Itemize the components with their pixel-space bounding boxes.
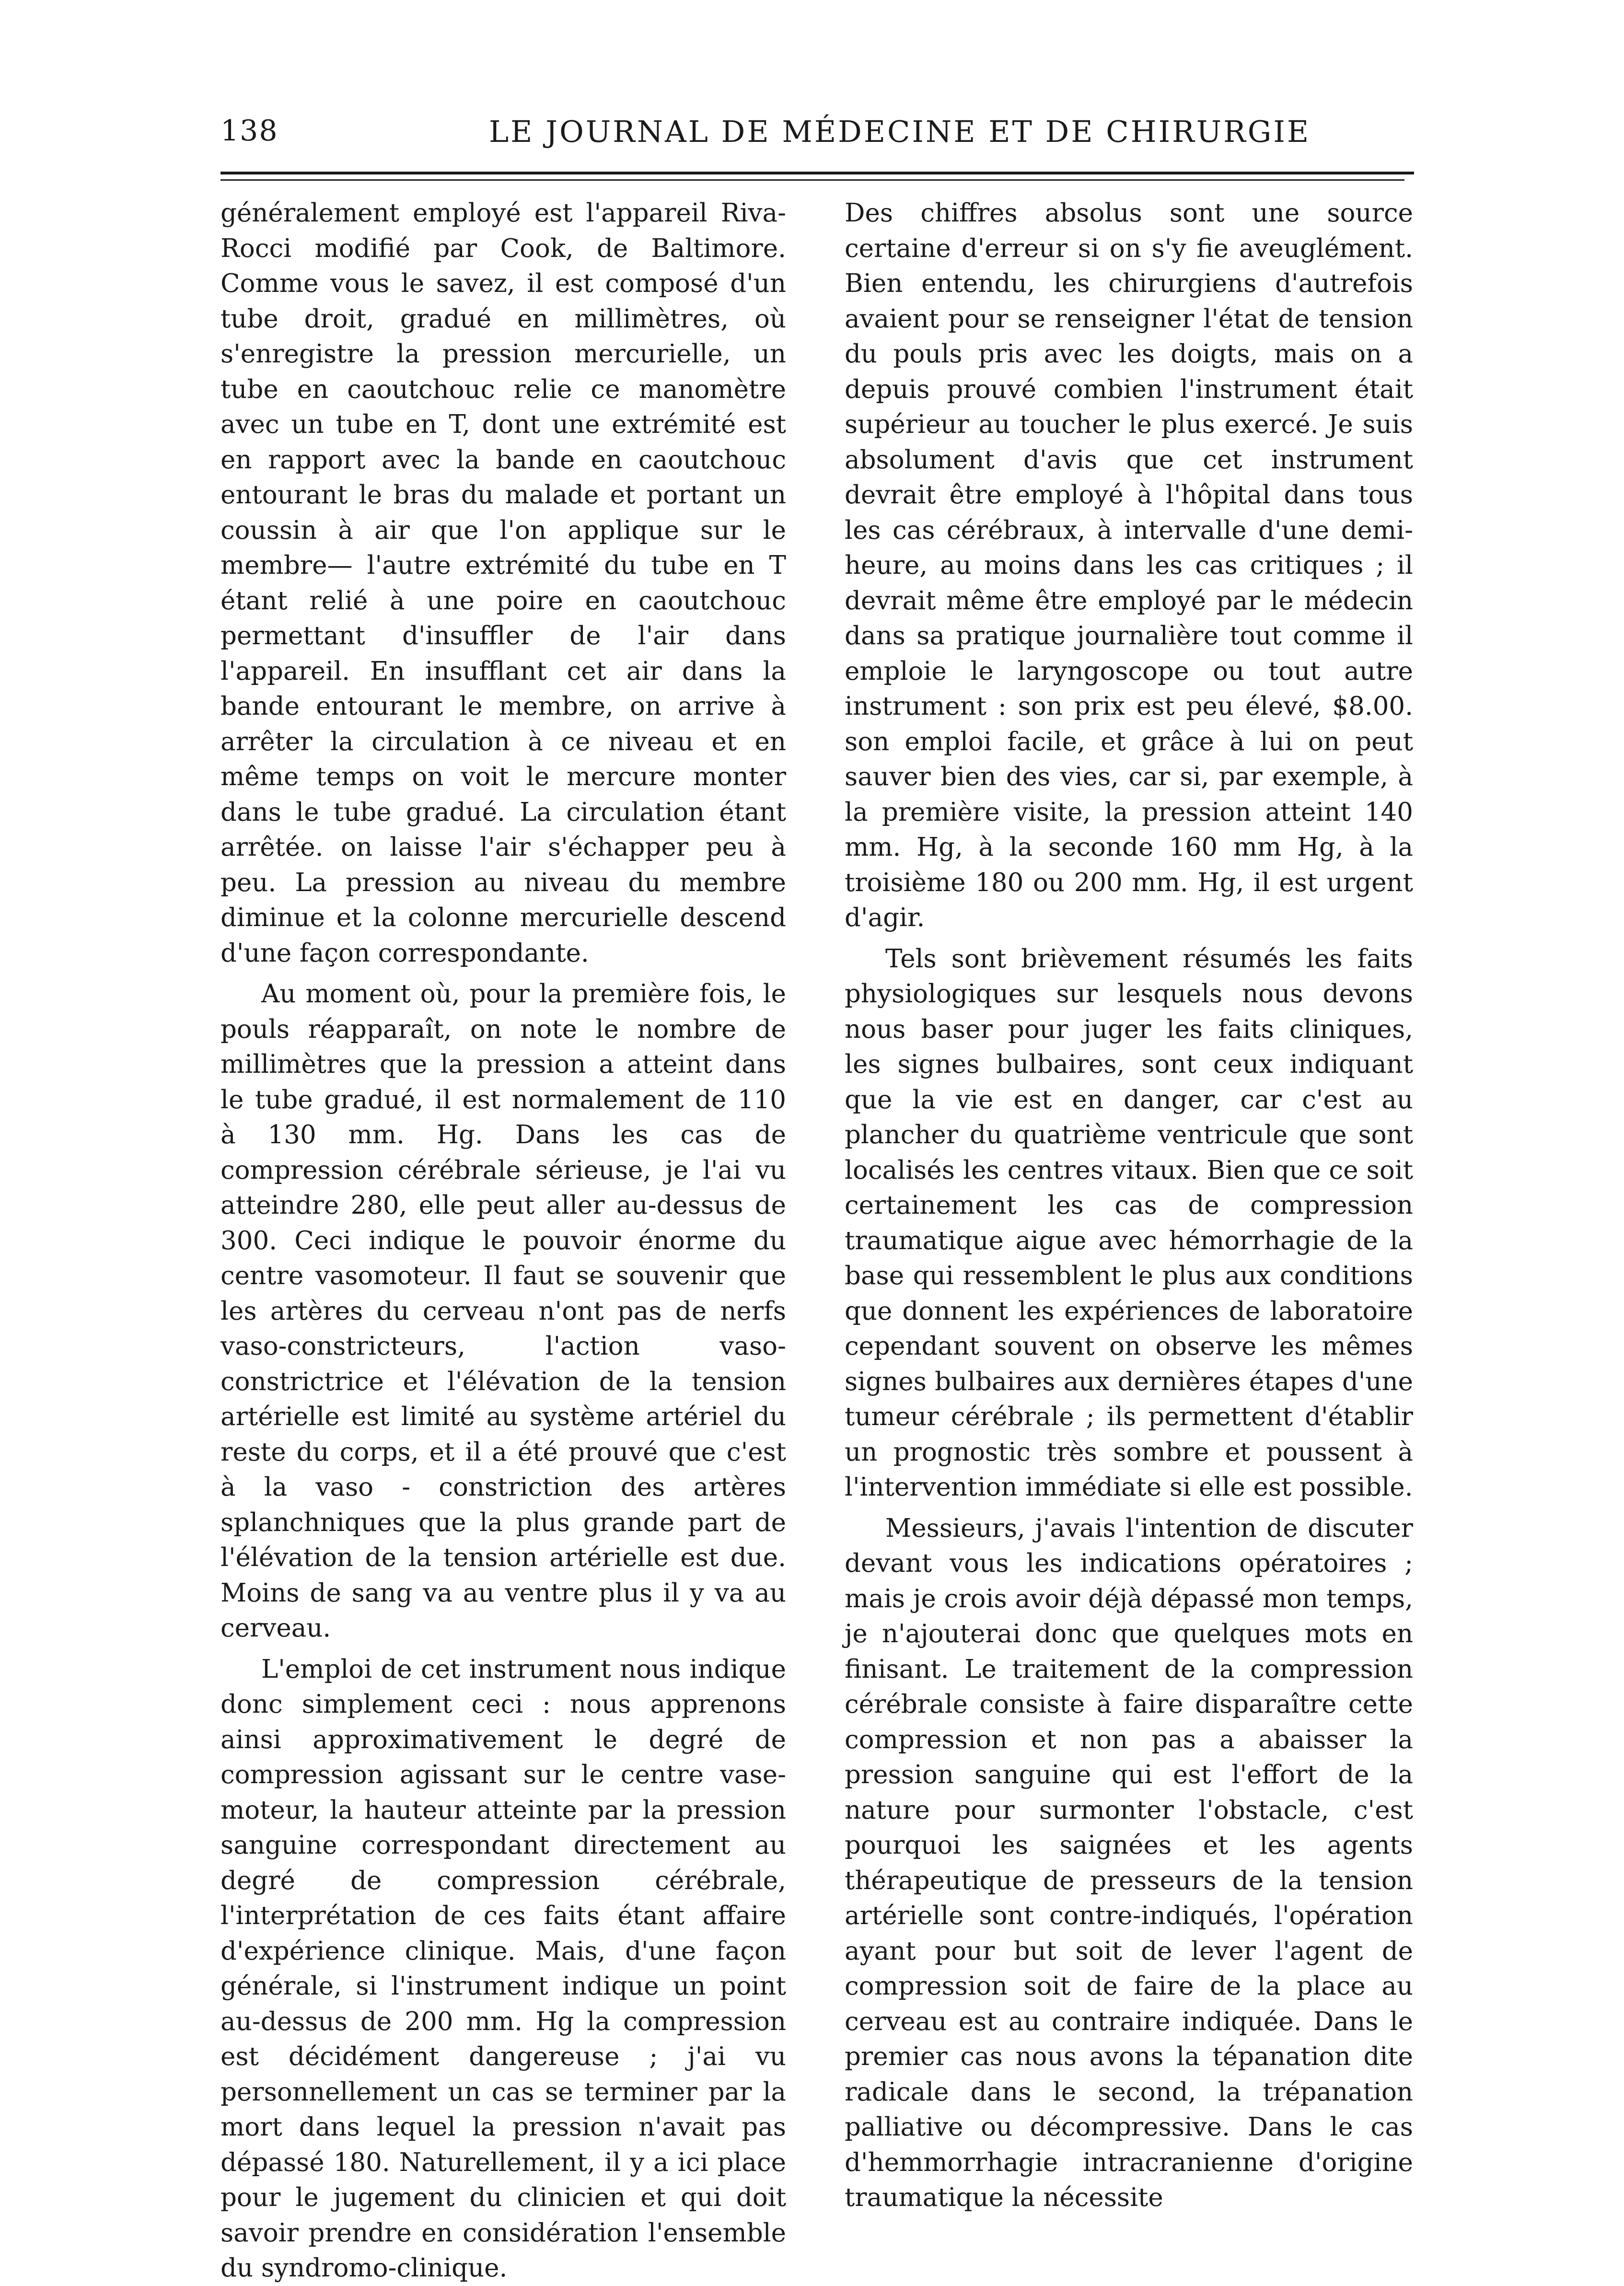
page-number: 138 [220,114,278,148]
header-rule-thick [220,172,1414,174]
left-column [220,196,786,2286]
header-rule-thin [220,179,1404,181]
left-paragraph-1: généralement employé est l'appareil Riva-Rocci modifié par Cook, de Baltimore. Comme vous le savez, il est composé d'un tube droit, gradué en millimètres, où s'enregistre la pression mercurielle, un tube en caoutchouc relie ce manomètre avec un tube en T, dont une extrémité est en rapport avec la bande en caoutchouc entourant le bras du malade et portant un coussin à air que l'on applique sur le membre— l'autre extrémité du tube en T étant relié à une poire en caoutchouc permettant d'insuffler de l'air dans l'appareil. En insufflant cet air dans la bande entourant le membre, on arrive à arrêter la circulation à ce niveau et en même temps on voit le mercure monter dans le tube gradué. La circulation étant arrêtée. on laisse l'air s'échapper peu à peu. La pression au niveau du membre diminue et la colonne mercurielle descend d'une façon correspondante. [220,198,786,968]
running-title: LE JOURNAL DE MÉDECINE ET DE CHIRURGIE [489,114,1311,149]
left-paragraph-3: L'emploi de cet instrument nous indique donc simplement ceci : nous apprenons ainsi approximativement le degré de compression agissant sur le centre vase-moteur, la hauteur atteinte par la pression sanguine correspondant directement au degré de compression cérébrale, l'interprétation de ces faits étant affaire d'expérience clinique. Mais, d'une façon générale, si l'instrument indique un point au-dessus de 200 mm. Hg la compression est décidément dangereuse ; j'ai vu personnellement un cas se terminer par la mort dans lequel la pression n'avait pas dépassé 180. Naturellement, il y a ici place pour le jugement du clinicien et qui doit savoir prendre en considération l'ensemble du syndromo-clinique. [220,1654,786,2283]
right-paragraph-2: Tels sont brièvement résumés les faits physiologiques sur lesquels nous devons nous baser pour juger les faits cliniques, les signes bulbaires, sont ceux indiquant que la vie est en danger, car c'est au plancher du quatrième ventricule que sont localisés les centres vitaux. Bien que ce soit certainement les cas de compression traumatique aigue avec hémorrhagie de la base qui ressemblent le plus aux conditions que donnent les expériences de laboratoire cependant souvent on observe les mêmes signes bulbaires aux dernières étapes d'une tumeur cérébrale ; ils permettent d'établir un prognostic très sombre et poussent à l'intervention immédiate si elle est possible. [845,944,1413,1502]
right-column [845,196,1413,2216]
right-paragraph-1: Des chiffres absolus sont une source certaine d'erreur si on s'y fie aveuglément. Bien entendu, les chirurgiens d'autrefois avaient pour se renseigner l'état de tension du pouls pris avec les doigts, mais on a depuis prouvé combien l'instrument était supérieur au toucher le plus exercé. Je suis absolument d'avis que cet instrument devrait être employé à l'hôpital dans tous les cas cérébraux, à intervalle d'une demi-heure, au moins dans les cas critiques ; il devrait même être employé par le médecin dans sa pratique journalière tout comme il emploie le laryngoscope ou tout autre instrument : son prix est peu élevé, $8.00. son emploi facile, et grâce à lui on peut sauver bien des vies, car si, par exemple, à la première visite, la pression atteint 140 mm. Hg, à la seconde 160 mm Hg, à la troisième 180 ou 200 mm. Hg, il est urgent d'agir. [845,198,1413,932]
page-header [220,114,1414,167]
left-paragraph-2: Au moment où, pour la première fois, le pouls réapparaît, on note le nombre de millimètres que la pression a atteint dans le tube gradué, il est normalement de 110 à 130 mm. Hg. Dans les cas de compression cérébrale sérieuse, je l'ai vu atteindre 280, elle peut aller au-dessus de 300. Ceci indique le pouvoir énorme du centre vasomoteur. Il faut se souvenir que les artères du cerveau n'ont pas de nerfs vaso-constricteurs, l'action vaso-constrictrice et l'élévation de la tension artérielle est limité au système artériel du reste du corps, et il a été prouvé que c'est à la vaso - constriction des artères splanchniques que la plus grande part de l'élévation de la tension artérielle est due. Moins de sang va au ventre plus il y va au cerveau. [220,979,786,1643]
right-paragraph-3: Messieurs, j'avais l'intention de discuter devant vous les indications opératoires ; mais je crois avoir déjà dépassé mon temps, je n'ajouterai donc que quelques mots en finisant. Le traitement de la compression cérébrale consiste à faire disparaître cette compression et non pas a abaisser la pression sanguine qui est l'effort de la nature pour surmonter l'obstacle, c'est pourquoi les saignées et les agents thérapeutique de presseurs de la tension artérielle sont contre-indiqués, l'opération ayant pour but soit de lever l'agent de compression soit de faire de la place au cerveau est au contraire indiquée. Dans le premier cas nous avons la tépanation dite radicale dans le second, la trépanation palliative ou décompressive. Dans le cas d'hemmorrhagie intracranienne d'origine traumatique la nécessite [845,1513,1413,2212]
